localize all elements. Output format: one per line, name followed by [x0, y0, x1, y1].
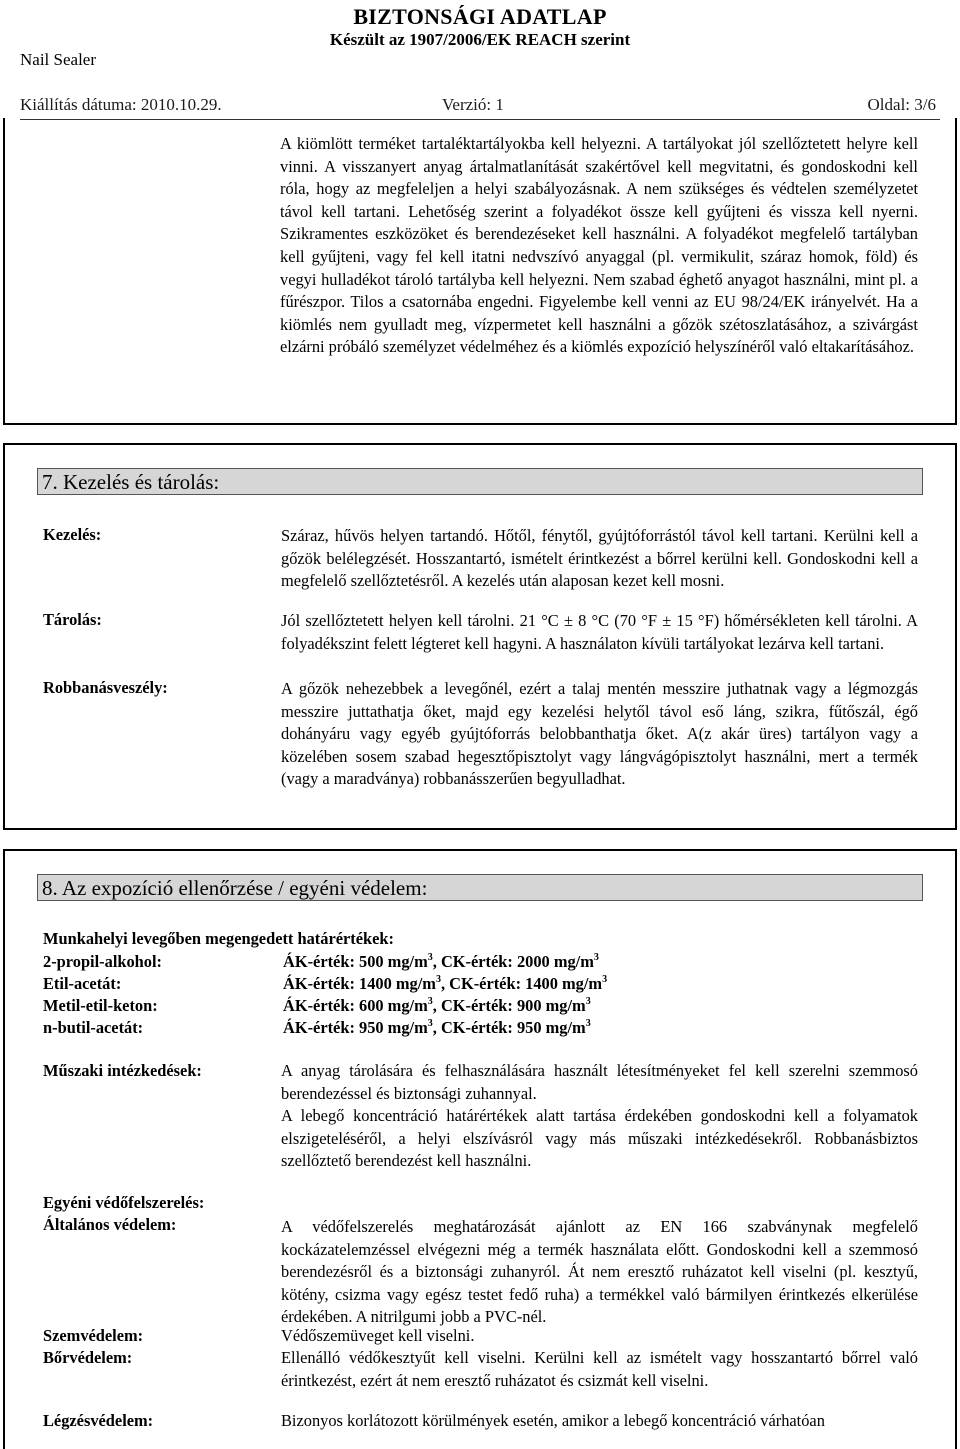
respiratory-protection-label: Légzésvédelem:	[43, 1411, 154, 1430]
handling-text: Száraz, hűvös helyen tartandó. Hőtől, fénytől, gyújtóforrástól távol kell tartani. Kerülni kell a gőzök belélegzését. Hosszantartó, ismételt érintkezést a bőrrel kerülni kell. Gondoskodni kell a megfelelő szellőztetésről. A kezelés után alaposan kezet kell mosni.	[281, 526, 918, 591]
limit-substance: 2-propil-alkohol:	[43, 952, 163, 971]
technical-measures-text-1: A anyag tárolására és felhasználására használt létesítményeket fel kell szerelni szemmosó berendezéssel és biztonsági zuhannyal.	[281, 1061, 918, 1103]
section-6-text: A kiömlött terméket tartaléktartályokba kell helyezni. A tartályokat jól szellőztetett helyre kell vinni. A visszanyert anyag ártalmatlanítását szakértővel kell megvitatni, és gondoskodni kell róla, hogy az megfeleljen a helyi szabályozásnak. A nem szükséges és védtelen személyzetet távol kell tartani. Lehetőség szerint a folyadékot össze kell gyűjteni és vissza kell nyerni. Szikramentes eszközöket és berendezéseket kell használni. A folyadékot megfelelő tartályban kell gyűjteni, vagy fel kell itatni nedvszívó anyaggal (pl. vermikulit, száraz homok, föld) és vegyi hulladékot tároló tartályba kell helyezni. Nem szabad éghető anyagot használni, mint pl. a fűrészpor. Tilos a csatornába engedni. Figyelembe kell venni az EU 98/24/EK irányelvét. Ha a kiömlés nem gyulladt meg, vízpermetet kell használni a gőzök szétoszlatásához, a szivárgást elzárni próbáló személyzet védelméhez és a kiömlés expozíció helyszínéről való eltakarításához.	[280, 134, 918, 357]
exposure-limits-title: Munkahelyi levegőben megengedett határértékek:	[43, 929, 394, 948]
explosion-text: A gőzök nehezebbek a levegőnél, ezért a talaj mentén messzire juthatnak vagy a légmozgás messzire juttathatja őket, majd egy kezelési helytől távol eső láng, szikra, fűtőszál, égő dohányáru vagy egyéb gyújtóforrás belobbanthatja őket. A(z akár üres) tartályon vagy a közelében sosem szabad hegesztőpisztolyt vagy lángvágópisztolyt használni, mert a termék (vagy a maradványa) robbanásszerűen begyulladhat.	[281, 679, 918, 789]
section-8-heading: 8. Az expozíció ellenőrzése / egyéni védelem:	[37, 874, 923, 901]
limit-substance: Etil-acetát:	[43, 974, 122, 993]
document-subtitle: Készült az 1907/2006/EK REACH szerint	[329, 30, 631, 49]
limit-values: ÁK-érték: 600 $mg/m^3$, CK-érték: 900 $mg/m^3$	[283, 996, 591, 1015]
document-title: BIZTONSÁGI ADATLAP	[353, 4, 607, 29]
explosion-label: Robbanásveszély:	[43, 678, 168, 697]
eye-protection-label: Szemvédelem:	[43, 1326, 144, 1345]
storage-text: Jól szellőztetett helyen kell tárolni. 21 °C ± 8 °C (70 °F ± 15 °F) hőmérsékleten kell tárolni. A folyadékszint felett légteret kell hagyni. A használaton kívüli tartályokat lezárva kell tartani.	[281, 611, 918, 653]
limit-substance: n-butil-acetát:	[43, 1018, 144, 1037]
skin-protection-text: Ellenálló védőkesztyűt kell viselni. Kerülni kell az ismételt vagy hosszantartó bőrrel való érintkezést, ezért át nem eresztő ruházatot és csizmát kell viselni.	[281, 1348, 918, 1390]
section-7-heading: 7. Kezelés és tárolás:	[37, 468, 923, 495]
ppe-label: Egyéni védőfelszerelés:	[43, 1193, 205, 1212]
storage-label: Tárolás:	[43, 610, 102, 629]
handling-label: Kezelés:	[43, 525, 102, 544]
eye-protection-text: Védőszemüveget kell viselni.	[281, 1326, 475, 1345]
version: Verzió: 1	[442, 95, 504, 114]
limit-values: ÁK-érték: 950 $mg/m^3$, CK-érték: 950 $mg/m^3$	[283, 1018, 591, 1037]
page-number: Oldal: 3/6	[867, 95, 936, 114]
general-protection-label: Általános védelem:	[43, 1215, 177, 1234]
limit-values: ÁK-érték: 1400 $mg/m^3$, CK-érték: 1400 $mg/m^3$	[283, 974, 608, 993]
limit-substance: Metil-etil-keton:	[43, 996, 158, 1015]
respiratory-protection-text: Bizonyos korlátozott körülmények esetén, amikor a lebegő koncentráció várhatóan	[281, 1411, 825, 1430]
skin-protection-label: Bőrvédelem:	[43, 1348, 133, 1367]
product-name: Nail Sealer	[20, 50, 96, 69]
issue-date: Kiállítás dátuma: 2010.10.29.	[20, 95, 222, 114]
technical-measures-label: Műszaki intézkedések:	[43, 1061, 202, 1080]
general-protection-text: A védőfelszerelés meghatározását ajánlott az EN 166 szabványnak megfelelő kockázatelemzéssel elvégezni még a termék használata előtt. Gondoskodni kell a szemmosó berendezésről és a biztonsági zuhanyról. Át nem eresztő ruházatot kell viselni (pl. kesztyű, kötény, csizma vagy egész testet fedő ruha) a termékkel való bármilyen érintkezés elkerülése érdekében. A nitrilgumi jobb a PVC-nél.	[281, 1217, 918, 1327]
technical-measures-text-2: A lebegő koncentráció határértékek alatt tartása érdekében gondoskodni kell a folyamatok elszigeteléséről, a helyi elszívásról vagy más műszaki intézkedésekről. Robbanásbiztos szellőztető berendezést kell használni.	[281, 1106, 918, 1171]
limit-values: ÁK-érték: 500 $mg/m^3$, CK-érték: 2000 $mg/m^3$	[283, 952, 599, 971]
